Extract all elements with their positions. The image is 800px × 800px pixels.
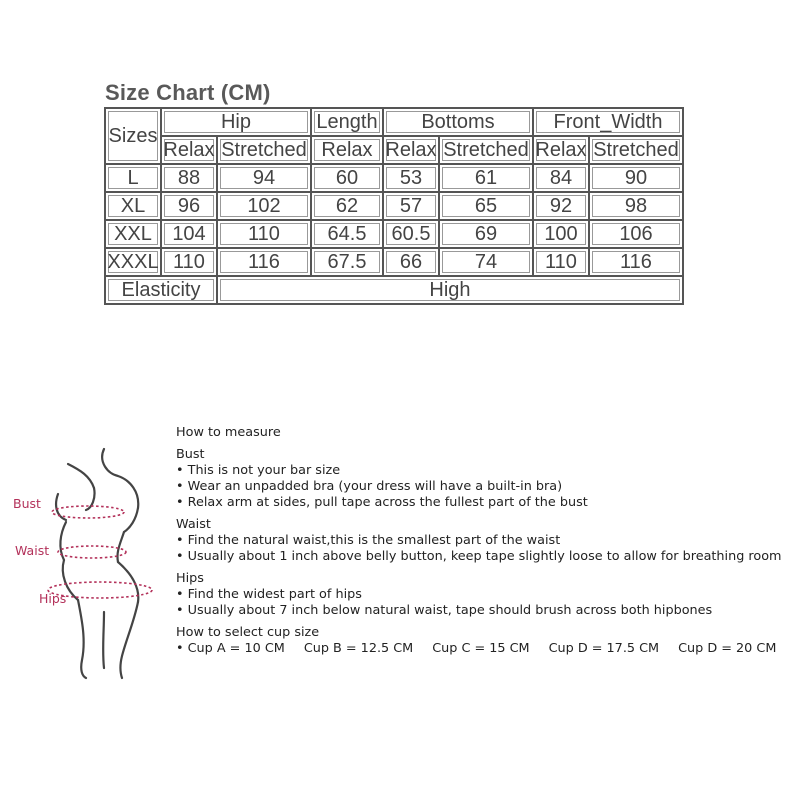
value-cell: 57 — [383, 192, 439, 220]
size-chart-title: Size Chart (CM) — [105, 80, 271, 105]
value-cell: 61 — [439, 164, 533, 192]
value-cell: 66 — [383, 248, 439, 276]
table-header-row — [105, 108, 683, 136]
cup-size-heading: How to select cup size — [176, 625, 320, 640]
cup-size-item: • Cup A = 10 CM — [176, 641, 285, 657]
header-front-width: Front_Width — [533, 108, 683, 136]
value-cell: 60.5 — [383, 220, 439, 248]
waist-heading: Waist — [176, 517, 211, 532]
subheader-cell: Relax — [311, 136, 383, 164]
header-hip: Hip — [161, 108, 311, 136]
value-cell: 110 — [161, 248, 217, 276]
hips-bullet: • Find the widest part of hips — [176, 587, 796, 603]
cup-size-list — [176, 641, 796, 657]
value-cell: 64.5 — [311, 220, 383, 248]
bust-bullet: • Wear an unpadded bra (your dress will have a built-in bra) — [176, 479, 796, 495]
table-row — [105, 192, 683, 220]
subheader-cell: Stretched — [589, 136, 683, 164]
hips-bullet: • Usually about 7 inch below natural waist, tape should brush across both hipbones — [176, 603, 796, 619]
value-cell: 92 — [533, 192, 589, 220]
waist-bullet: • Usually about 1 inch above belly button, keep tape slightly loose to allow for breathing room — [176, 549, 796, 565]
value-cell: 88 — [161, 164, 217, 192]
figure-label-bust: Bust — [13, 496, 41, 511]
value-cell: 104 — [161, 220, 217, 248]
size-cell: XL — [105, 192, 161, 220]
value-cell: 84 — [533, 164, 589, 192]
size-cell: L — [105, 164, 161, 192]
size-cell: XXXL — [105, 248, 161, 276]
waist-bullet: • Find the natural waist,this is the smallest part of the waist — [176, 533, 796, 549]
table-row — [105, 248, 683, 276]
value-cell: 60 — [311, 164, 383, 192]
table-subheader-row — [105, 136, 683, 164]
figure-label-waist: Waist — [15, 543, 50, 558]
value-cell: 53 — [383, 164, 439, 192]
value-cell: 102 — [217, 192, 311, 220]
value-cell: 98 — [589, 192, 683, 220]
header-length: Length — [311, 108, 383, 136]
size-chart-table — [104, 107, 684, 305]
hips-heading: Hips — [176, 571, 204, 586]
value-cell: 62 — [311, 192, 383, 220]
how-to-measure-title: How to measure — [176, 425, 281, 440]
cup-size-item: Cup D = 17.5 CM — [548, 641, 660, 656]
value-cell: 69 — [439, 220, 533, 248]
bust-bullet: • Relax arm at sides, pull tape across the fullest part of the bust — [176, 495, 796, 511]
value-cell: 116 — [589, 248, 683, 276]
how-to-measure-section — [176, 425, 796, 657]
value-cell: 116 — [217, 248, 311, 276]
cup-size-item: Cup D = 20 CM — [678, 641, 777, 656]
value-cell: 74 — [439, 248, 533, 276]
header-bottoms: Bottoms — [383, 108, 533, 136]
header-sizes: Sizes — [105, 108, 161, 164]
figure-label-hips: Hips — [39, 591, 67, 606]
bust-bullet: • This is not your bar size — [176, 463, 796, 479]
value-cell: 110 — [533, 248, 589, 276]
table-row-elasticity — [105, 276, 683, 304]
value-cell: 90 — [589, 164, 683, 192]
value-cell: 94 — [217, 164, 311, 192]
table-row — [105, 220, 683, 248]
value-cell: 65 — [439, 192, 533, 220]
subheader-cell: Relax — [533, 136, 589, 164]
subheader-cell: Stretched — [439, 136, 533, 164]
body-figure-illustration — [0, 430, 170, 690]
elasticity-label: Elasticity — [105, 276, 217, 304]
table-row — [105, 164, 683, 192]
value-cell: 96 — [161, 192, 217, 220]
bust-heading: Bust — [176, 447, 205, 462]
subheader-cell: Stretched — [217, 136, 311, 164]
subheader-cell: Relax — [161, 136, 217, 164]
value-cell: 100 — [533, 220, 589, 248]
cup-size-item: Cup C = 15 CM — [432, 641, 530, 656]
value-cell: 67.5 — [311, 248, 383, 276]
value-cell: 110 — [217, 220, 311, 248]
subheader-cell: Relax — [383, 136, 439, 164]
size-cell: XXL — [105, 220, 161, 248]
elasticity-value: High — [217, 276, 683, 304]
value-cell: 106 — [589, 220, 683, 248]
cup-size-item: Cup B = 12.5 CM — [303, 641, 414, 656]
